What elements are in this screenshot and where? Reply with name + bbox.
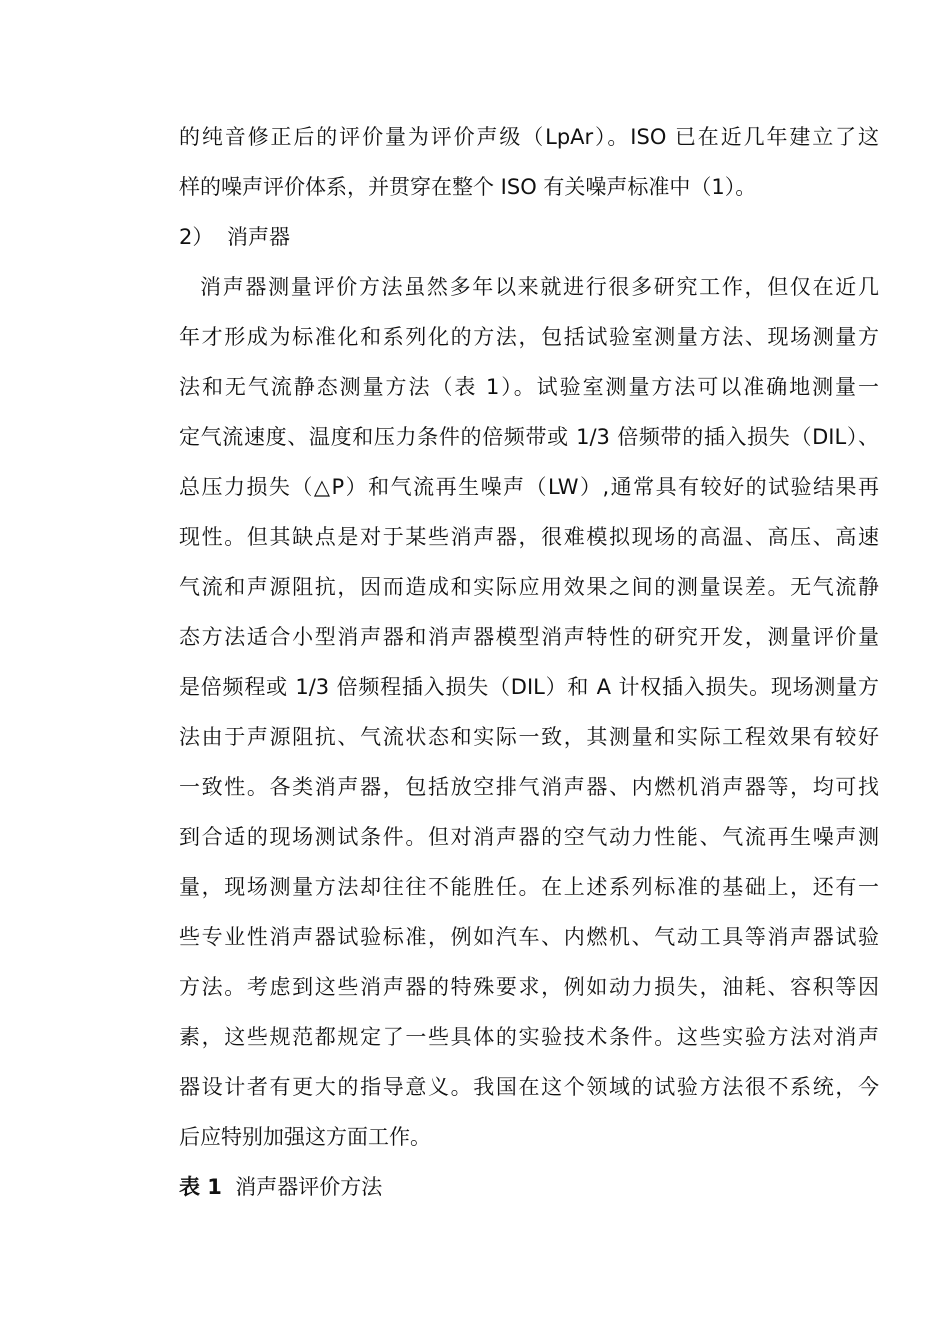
paragraph-line: 方法。考虑到这些消声器的特殊要求，例如动力损失，油耗、容积等因 (179, 975, 879, 999)
paragraph-line: 气流和声源阻抗，因而造成和实际应用效果之间的测量误差。无气流静 (179, 575, 879, 599)
paragraph-line: 法和无气流静态测量方法（表 1）。试验室测量方法可以准确地测量一 (179, 375, 879, 399)
table-caption-label: 表 1 (179, 1175, 222, 1199)
document-body (179, 112, 879, 1212)
paragraph-line: 现性。但其缺点是对于某些消声器，很难模拟现场的高温、高压、高速 (179, 525, 879, 549)
paragraph-line: 消声器测量评价方法虽然多年以来就进行很多研究工作，但仅在近几 (200, 275, 879, 299)
paragraph-line: 后应特别加强这方面工作。 (179, 1125, 431, 1149)
paragraph-line: 样的噪声评价体系，并贯穿在整个 ISO 有关噪声标准中（1）。 (179, 175, 757, 199)
paragraph-line: 态方法适合小型消声器和消声器模型消声特性的研究开发，测量评价量 (179, 625, 879, 649)
paragraph-line: 些专业性消声器试验标准，例如汽车、内燃机、气动工具等消声器试验 (179, 925, 879, 949)
section-heading (179, 212, 879, 262)
paragraph-line: 量，现场测量方法却往往不能胜任。在上述系列标准的基础上，还有一 (179, 875, 879, 899)
paragraph-line: 器设计者有更大的指导意义。我国在这个领域的试验方法很不系统，今 (179, 1075, 879, 1099)
table-caption-title: 消声器评价方法 (235, 1175, 383, 1199)
paragraph-line: 定气流速度、温度和压力条件的倍频带或 1/3 倍频带的插入损失（DIL）、 (179, 425, 879, 449)
table-caption (179, 1162, 879, 1212)
paragraph-line: 的纯音修正后的评价量为评价声级（LpAr）。ISO 已在近几年建立了这 (179, 125, 879, 149)
paragraph-line: 一致性。各类消声器，包括放空排气消声器、内燃机消声器等，均可找 (179, 775, 879, 799)
paragraph-line: 法由于声源阻抗、气流状态和实际一致，其测量和实际工程效果有较好 (179, 725, 879, 749)
section-number: 2） (179, 225, 214, 249)
paragraph-line: 是倍频程或 1/3 倍频程插入损失（DIL）和 A 计权插入损失。现场测量方 (179, 675, 879, 699)
paragraph-line: 到合适的现场测试条件。但对消声器的空气动力性能、气流再生噪声测 (179, 825, 879, 849)
paragraph-line: 总压力损失（△P）和气流再生噪声（LW）,通常具有较好的试验结果再 (179, 475, 879, 499)
paragraph-line: 年才形成为标准化和系列化的方法，包括试验室测量方法、现场测量方 (179, 325, 879, 349)
paragraph-line: 素，这些规范都规定了一些具体的实验技术条件。这些实验方法对消声 (179, 1025, 879, 1049)
section-title: 消声器 (227, 225, 290, 249)
